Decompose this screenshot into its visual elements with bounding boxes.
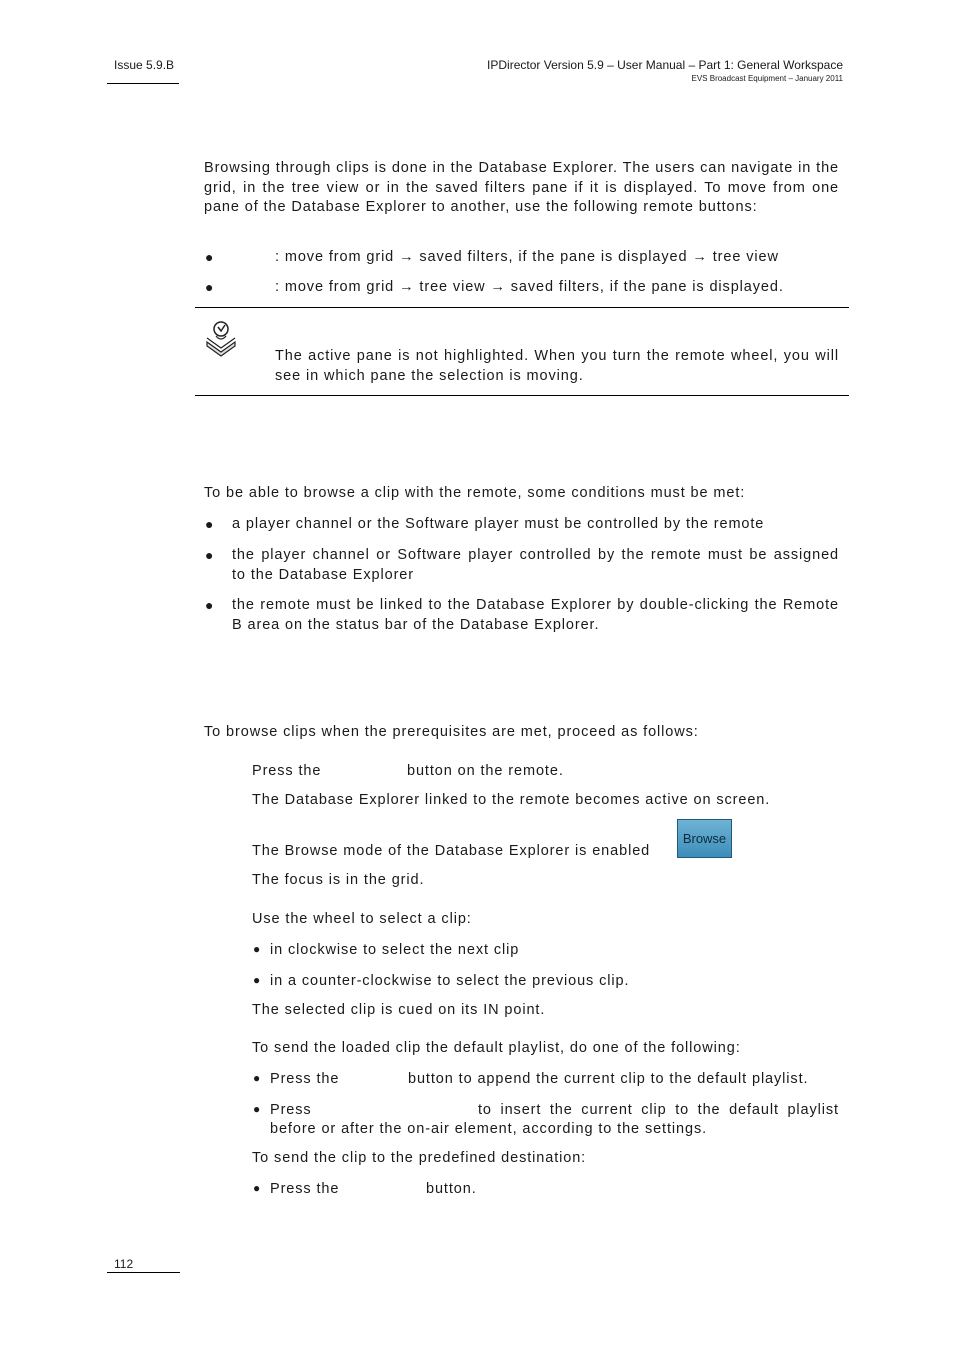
- step2-bullet-1: in clockwise to select the next clip: [270, 942, 520, 958]
- bullet-dot: ●: [253, 1181, 261, 1195]
- step3-sub-text: To send the clip to the predefined destination:: [252, 1150, 587, 1166]
- step1-text-start: Press the: [252, 763, 322, 779]
- note-icon: [203, 318, 239, 360]
- step3-text: To send the loaded clip the default playlist, do one of the following:: [252, 1040, 741, 1056]
- step3-bullet-2-middle: to insert the current clip to the default playlist: [478, 1102, 839, 1118]
- note-text: The active pane is not highlighted. When you turn the remote wheel, you will see in which pane the selection is moving.: [275, 348, 839, 384]
- bullet-dot: ●: [253, 1102, 261, 1116]
- step1-result-focus: The focus is in the grid.: [252, 872, 425, 888]
- prerequisite-bullet-1: a player channel or the Software player must be controlled by the remote: [232, 516, 765, 532]
- step3-bullet-3-end: button.: [426, 1181, 477, 1197]
- bullet-dot: ●: [205, 597, 214, 613]
- prerequisites-intro: To be able to browse a clip with the remote, some conditions must be met:: [204, 485, 746, 501]
- step2-result: The selected clip is cued on its IN point.: [252, 1002, 546, 1018]
- step1-result-active: The Database Explorer linked to the remote becomes active on screen.: [252, 792, 771, 808]
- document-title: IPDirector Version 5.9 – User Manual – Part 1: General Workspace: [487, 58, 843, 72]
- bullet-dot: ●: [205, 516, 214, 532]
- issue-label: Issue 5.9.B: [114, 58, 175, 72]
- step2-text: Use the wheel to select a clip:: [252, 911, 472, 927]
- browse-button: Browse: [677, 819, 732, 858]
- header-rule: [107, 83, 179, 84]
- page-number: 112: [114, 1257, 134, 1271]
- step1-result-browse-mode: The Browse mode of the Database Explorer is enabled: [252, 843, 651, 859]
- intro-bullet-1: : move from grid → saved filters, if the pane is displayed → tree view: [275, 249, 779, 265]
- step2-bullet-2: in a counter-clockwise to select the previous clip.: [270, 973, 630, 989]
- document-subtitle: EVS Broadcast Equipment – January 2011: [691, 74, 843, 83]
- prerequisite-bullet-3: the remote must be linked to the Database Explorer by double-clicking the Remote B area on the status bar of the Database Explorer.: [232, 597, 839, 633]
- footer-rule: [107, 1272, 180, 1273]
- bullet-dot: ●: [253, 973, 261, 987]
- bullet-dot: ●: [253, 1071, 261, 1085]
- bullet-dot: ●: [205, 249, 214, 265]
- step1-text-end: button on the remote.: [407, 763, 564, 779]
- step3-bullet-2-start: Press: [270, 1102, 312, 1118]
- note-top-rule: [195, 307, 849, 308]
- step3-bullet-3-start: Press the: [270, 1181, 340, 1197]
- intro-paragraph: Browsing through clips is done in the Database Explorer. The users can navigate in the grid, in the tree view or in the saved filters pane if it is displayed. To move from one pane of the Database Explorer to another, use the following remote buttons:: [204, 160, 839, 215]
- step3-bullet-1-end: button to append the current clip to the default playlist.: [408, 1071, 809, 1087]
- prerequisite-bullet-2: the player channel or Software player controlled by the remote must be assigned to the Database Explorer: [232, 547, 839, 583]
- procedure-intro: To browse clips when the prerequisites are met, proceed as follows:: [204, 724, 699, 740]
- note-bottom-rule: [195, 395, 849, 396]
- intro-bullet-2: : move from grid → tree view → saved filters, if the pane is displayed.: [275, 279, 784, 295]
- bullet-dot: ●: [253, 942, 261, 956]
- bullet-dot: ●: [205, 547, 214, 563]
- step3-bullet-2-end: before or after the on-air element, according to the settings.: [270, 1121, 708, 1137]
- step3-bullet-1-start: Press the: [270, 1071, 340, 1087]
- bullet-dot: ●: [205, 279, 214, 295]
